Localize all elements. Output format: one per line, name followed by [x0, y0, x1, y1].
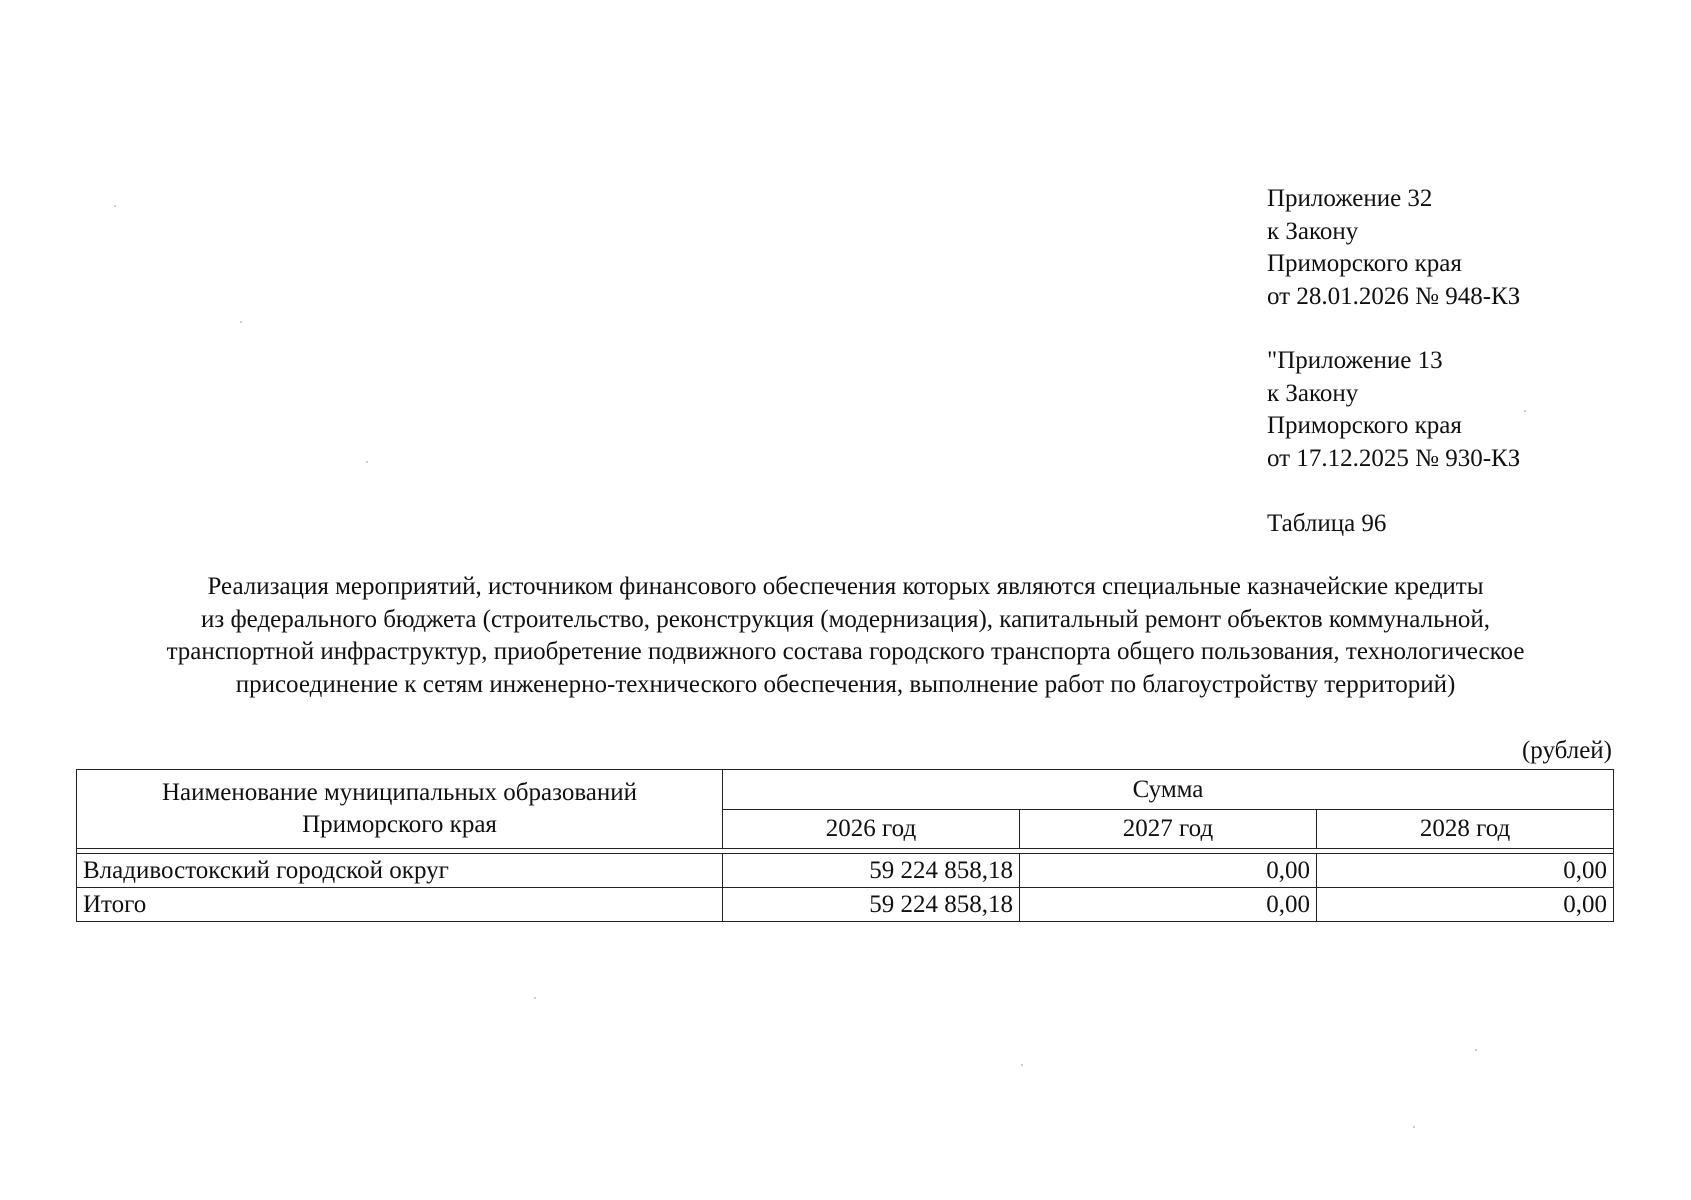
header-year-2028: 2028 год	[1317, 810, 1614, 849]
header-year-2027: 2027 год	[1020, 810, 1317, 849]
row-value-2027: 0,00	[1020, 854, 1317, 888]
row-municipality-name: Владивостокский городской округ	[77, 854, 723, 888]
header-year-2026: 2026 год	[723, 810, 1020, 849]
appendix-13-line: к Закону	[1267, 379, 1359, 407]
title-line: Реализация мероприятий, источником финансового обеспечения которых являются специальные казначейские кредиты	[207, 573, 1484, 600]
appendix-32-header	[1267, 183, 1520, 313]
appendix-13-header	[1267, 345, 1520, 475]
table-header-row	[77, 770, 1614, 810]
header-name-line: Наименование муниципальных образований	[161, 779, 638, 806]
document-title	[60, 571, 1631, 701]
appendix-13-line: "Приложение 13	[1267, 347, 1443, 374]
appendix-32-line: Приложение 32	[1267, 185, 1433, 212]
table-number: Таблица 96	[1267, 510, 1387, 537]
total-value-2028: 0,00	[1317, 888, 1614, 922]
units-label: (рублей)	[1521, 737, 1612, 764]
scan-speck	[366, 461, 368, 463]
scan-speck	[1021, 1064, 1023, 1066]
scan-speck	[114, 205, 116, 207]
appendix-13-line: Приморского края	[1267, 412, 1462, 439]
appendix-13-line: от 17.12.2025 № 930-КЗ	[1267, 444, 1521, 472]
total-value-2027: 0,00	[1020, 888, 1317, 922]
appendix-32-line: Приморского края	[1267, 250, 1462, 277]
row-value-2026: 59 224 858,18	[723, 854, 1020, 888]
title-line: присоединение к сетям инженерно-технического обеспечения, выполнение работ по благоустройству территорий)	[235, 670, 1456, 698]
title-line: транспортной инфраструктур, приобретение подвижного состава городского транспорта общего пользования, технологическое	[166, 638, 1525, 665]
scan-speck	[1413, 1126, 1415, 1128]
appendix-32-line: к Закону	[1267, 217, 1359, 245]
table-row	[77, 854, 1614, 888]
total-value-2026: 59 224 858,18	[723, 888, 1020, 922]
scan-speck	[240, 321, 242, 323]
scan-speck	[534, 997, 536, 999]
appendix-32-line: от 28.01.2026 № 948-КЗ	[1267, 282, 1521, 310]
budget-table	[76, 769, 1614, 922]
total-label: Итого	[77, 888, 723, 922]
scan-speck	[1475, 1049, 1477, 1051]
scan-speck	[1524, 410, 1526, 412]
header-sum: Сумма	[723, 770, 1614, 810]
header-municipality-name	[77, 770, 723, 849]
row-value-2028: 0,00	[1317, 854, 1614, 888]
header-name-line: Приморского края	[302, 811, 497, 838]
table-total-row	[77, 888, 1614, 922]
title-line: из федерального бюджета (строительство, реконструкция (модернизация), капитальный ремонт объектов коммунальной,	[200, 605, 1491, 633]
